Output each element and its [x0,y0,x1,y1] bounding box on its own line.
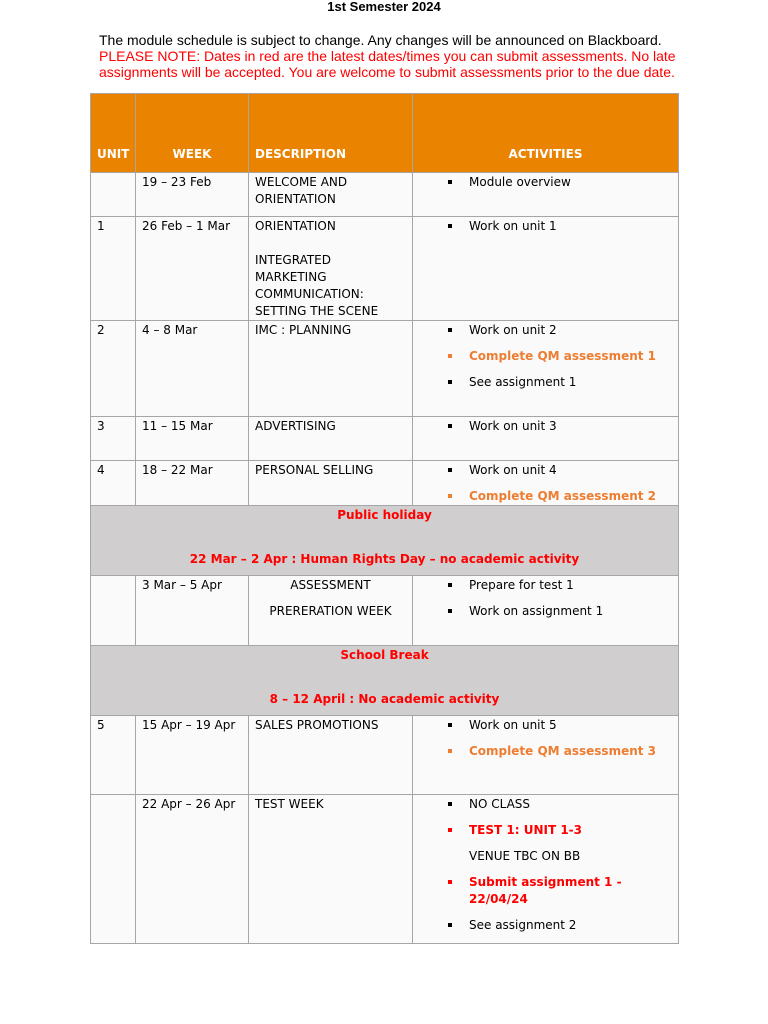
cell-week: 22 Apr – 26 Apr [136,795,249,944]
cell-week: 19 – 23 Feb [136,173,249,217]
activity-item: Work on unit 1 [441,218,672,235]
cell-description [249,173,413,217]
activity-item: See assignment 1 [441,374,672,391]
schedule-table [90,93,679,944]
description-text: PRERERATION WEEK [269,604,392,618]
description-text: WELCOME AND ORIENTATION [255,175,348,206]
cell-activities [413,173,679,217]
table-row [91,217,679,321]
cell-activities [413,795,679,944]
table-row [91,576,679,646]
description-text: ORIENTATION [255,219,336,233]
intro-line: The module schedule is subject to change. Any changes will be announced on Blackboard. [99,32,662,48]
cell-week: 3 Mar – 5 Apr [136,576,249,646]
cell-week: 4 – 8 Mar [136,321,249,417]
banner-title: Public holiday [337,508,432,522]
cell-description [249,461,413,506]
cell-week: 18 – 22 Mar [136,461,249,506]
activity-item-qm: Complete QM assessment 2 [441,488,672,505]
activity-item: Work on assignment 1 [441,603,672,620]
cell-description [249,716,413,795]
cell-description [249,795,413,944]
activity-item: NO CLASS [441,796,672,813]
cell-activities [413,576,679,646]
intro-text [99,32,699,80]
activity-item: Work on unit 2 [441,322,672,339]
activity-item-qm: Complete QM assessment 3 [441,743,672,760]
intro-note: PLEASE NOTE: Dates in red are the latest dates/times you can submit assessments. No late assignments will be accepted. You are welcome to submit assessments prior to the due date. [99,48,676,80]
activity-item: Work on unit 5 [441,717,672,734]
banner-text: 8 – 12 April : No academic activity [269,692,500,706]
break-banner-row [91,646,679,716]
description-text: IMC : PLANNING [255,323,352,337]
description-text: PERSONAL SELLING [255,463,374,477]
cell-week: 15 Apr – 19 Apr [136,716,249,795]
holiday-banner [91,506,679,576]
description-text: ASSESSMENT [290,578,371,592]
cell-unit: 5 [91,716,136,795]
cell-activities [413,417,679,461]
header-activities: ACTIVITIES [413,94,679,173]
header-description: DESCRIPTION [249,94,413,173]
page-title: 1st Semester 2024 [327,0,441,14]
break-banner [91,646,679,716]
cell-activities [413,716,679,795]
table-row [91,716,679,795]
cell-unit: 1 [91,217,136,321]
table-row [91,417,679,461]
cell-description [249,576,413,646]
activity-item: Work on unit 4 [441,462,672,479]
description-text: SALES PROMOTIONS [255,718,379,732]
description-text: INTEGRATED MARKETING COMMUNICATION: SETTING THE SCENE [255,253,379,318]
table-row [91,173,679,217]
cell-week: 26 Feb – 1 Mar [136,217,249,321]
cell-unit [91,576,136,646]
banner-title: School Break [340,648,429,662]
activity-item-venue: VENUE TBC ON BB [469,849,581,863]
activity-item-test: TEST 1: UNIT 1-3 [441,822,672,839]
activity-item: Module overview [441,174,672,191]
cell-description [249,217,413,321]
cell-unit: 3 [91,417,136,461]
activity-item: Prepare for test 1 [441,577,672,594]
table-row [91,321,679,417]
cell-activities [413,461,679,506]
banner-text: 22 Mar – 2 Apr : Human Rights Day – no academic activity [189,552,580,566]
activity-item: See assignment 2 [441,917,672,934]
cell-week: 11 – 15 Mar [136,417,249,461]
description-text: ADVERTISING [255,419,336,433]
cell-activities [413,321,679,417]
cell-description [249,417,413,461]
table-row [91,461,679,506]
holiday-banner-row [91,506,679,576]
cell-unit: 4 [91,461,136,506]
activity-item-due: Submit assignment 1 - 22/04/24 [441,874,672,908]
cell-activities [413,217,679,321]
activity-item: Work on unit 3 [441,418,672,435]
cell-unit [91,173,136,217]
header-unit: UNIT [91,94,136,173]
table-header-row [91,94,679,173]
activity-item-qm: Complete QM assessment 1 [441,348,672,365]
cell-unit [91,795,136,944]
header-week: WEEK [136,94,249,173]
cell-description [249,321,413,417]
cell-unit: 2 [91,321,136,417]
description-text: TEST WEEK [255,797,324,811]
table-row [91,795,679,944]
